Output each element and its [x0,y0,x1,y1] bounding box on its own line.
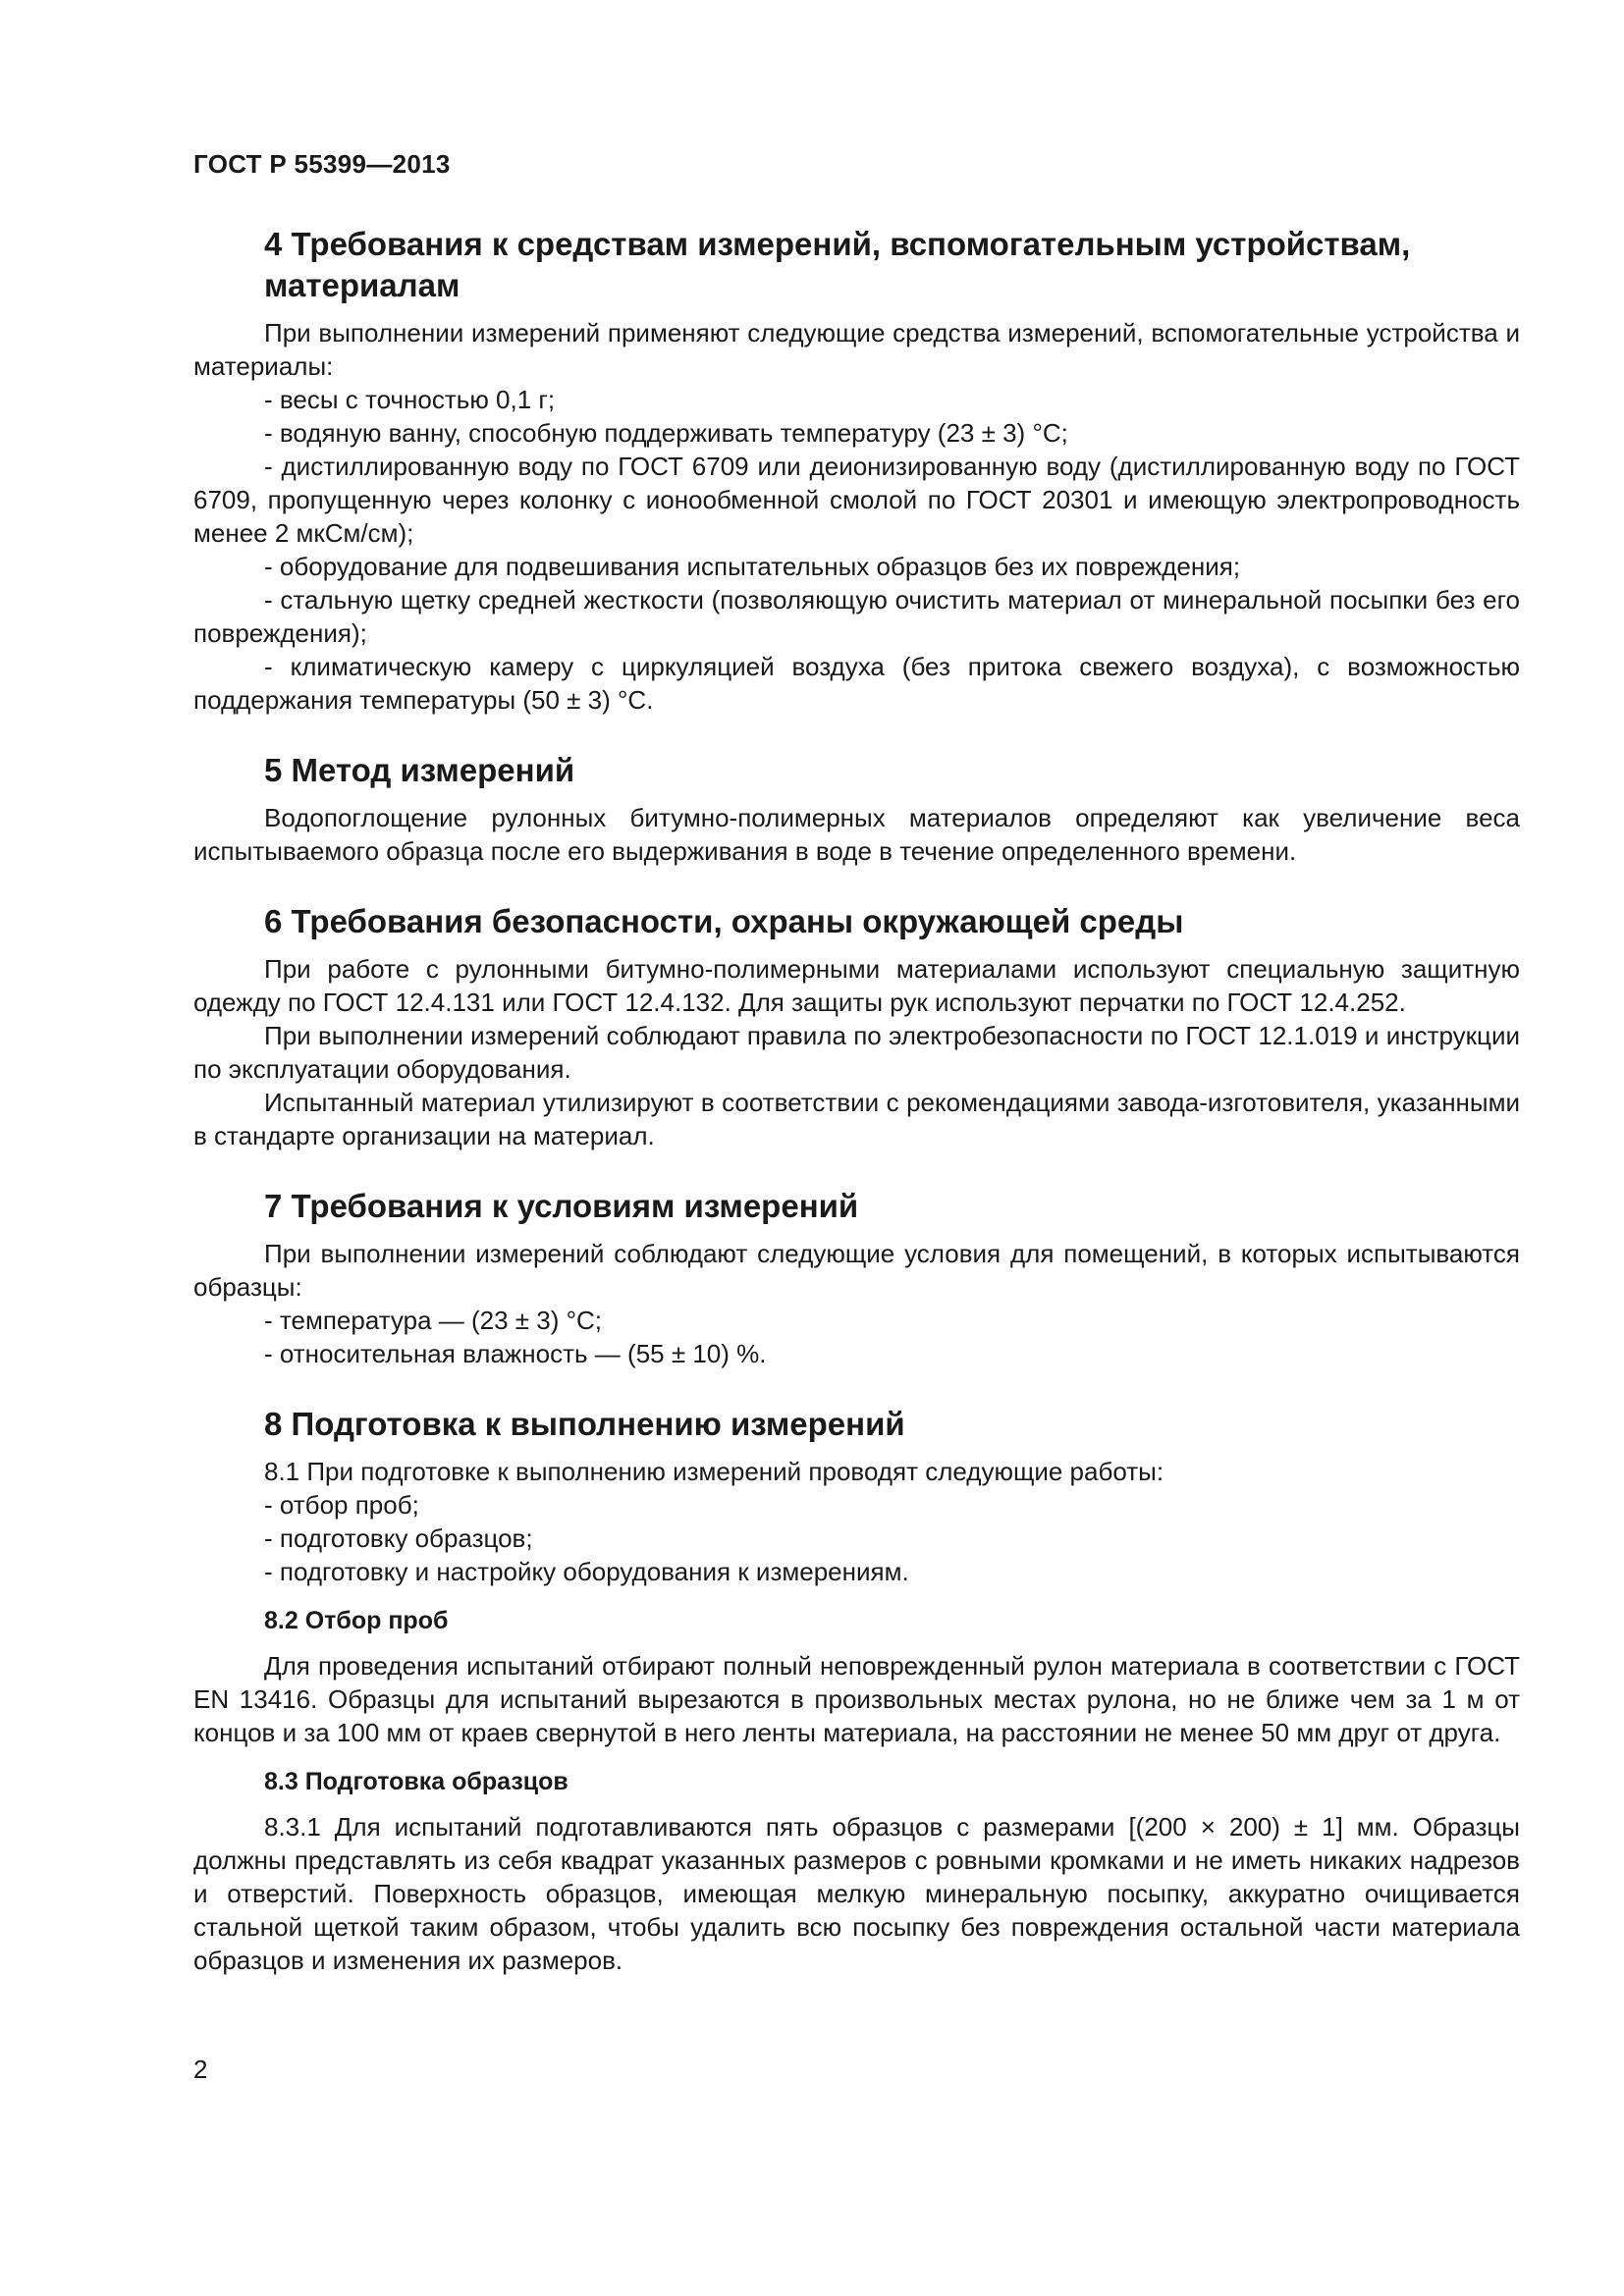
document-header: ГОСТ Р 55399—2013 [193,149,451,179]
section-8-title: 8 Подготовка к выполнению измерений [264,1406,905,1442]
list-item: - водяную ванну, способную поддерживать температуру (23 ± 3) °С; [264,418,1068,448]
section-5-text: Водопоглощение рулонных битумно-полимерных материалов определяют как увеличение веса испытываемого образца после его выдерживания в воде в течение определенного времени. [193,803,1520,866]
section-8-3-title: 8.3 Подготовка образцов [264,1768,568,1795]
list-item: - подготовку и настройку оборудования к измерениям. [264,1557,909,1586]
list-item: - отбор проб; [264,1490,419,1520]
section-8-1-text: 8.1 При подготовке к выполнению измерений проводят следующие работы: [264,1457,1164,1486]
section-6-para: При работе с рулонными битумно-полимерными материалами используют специальную защитную одежду по ГОСТ 12.4.131 или ГОСТ 12.4.132. Для защиты рук используют перчатки по ГОСТ 12.4.252. [193,954,1520,1017]
section-7-title: 7 Требования к условиям измерений [264,1188,859,1224]
section-8-2-title: 8.2 Отбор проб [264,1607,449,1634]
list-item: - весы с точностью 0,1 г; [264,385,556,414]
section-7-intro: При выполнении измерений соблюдают следующие условия для помещений, в которых испытываются образцы: [193,1239,1520,1302]
section-6-para: При выполнении измерений соблюдают правила по электробезопасности по ГОСТ 12.1.019 и инструкции по эксплуатации оборудования. [193,1021,1520,1084]
list-item: - температура — (23 ± 3) °С; [264,1306,603,1335]
list-item: - дистиллированную воду по ГОСТ 6709 или деионизированную воду (дистиллированную воду по ГОСТ 6709, пропущенную через колонку с ионообменной смолой по ГОСТ 20301 и имеющую электропроводность менее 2 мкСм/см); [193,452,1520,548]
section-4-intro: При выполнении измерений применяют следующие средства измерений, вспомогательные устройства и материалы: [193,318,1520,381]
document-body [193,224,1520,1977]
section-5-title: 5 Метод измерений [264,752,575,788]
section-6-para: Испытанный материал утилизируют в соответствии с рекомендациями завода-изготовителя, указанными в стандарте организации на материал. [193,1088,1520,1150]
list-item: - относительная влажность — (55 ± 10) %. [264,1339,767,1368]
section-4-title: 4 Требования к средствам измерений, вспомогательным устройствам, материалам [264,226,1411,303]
section-8-2-text: Для проведения испытаний отбирают полный неповрежденный рулон материала в соответствии с ГОСТ EN 13416. Образцы для испытаний вырезаются в произвольных местах рулона, но не ближе чем за 1 м от концов и за 100 мм от краев свернутой в него ленты материала, на расстоянии не менее 50 мм друг от друга. [193,1651,1520,1747]
page-number: 2 [193,2055,208,2084]
list-item: - подготовку образцов; [264,1523,533,1553]
list-item: - стальную щетку средней жесткости (позволяющую очистить материал от минеральной посыпки без его повреждения); [193,585,1520,648]
section-6-title: 6 Требования безопасности, охраны окружающей среды [264,903,1184,939]
list-item: - оборудование для подвешивания испытательных образцов без их повреждения; [264,552,1241,581]
section-8-3-1-text: 8.3.1 Для испытаний подготавливаются пять образцов с размерами [(200 × 200) ± 1] мм. Образцы должны представлять из себя квадрат указанных размеров с ровными кромками и не иметь никаких надрезов и отверстий. Поверхность образцов, имеющая мелкую минеральную посыпку, аккуратно очищивается стальной щеткой таким образом, чтобы удалить всю посыпку без повреждения остальной части материала образцов и изменения их размеров. [193,1812,1520,1975]
list-item: - климатическую камеру с циркуляцией воздуха (без притока свежего воздуха), с возможностью поддержания температуры (50 ± 3) °С. [193,652,1520,715]
